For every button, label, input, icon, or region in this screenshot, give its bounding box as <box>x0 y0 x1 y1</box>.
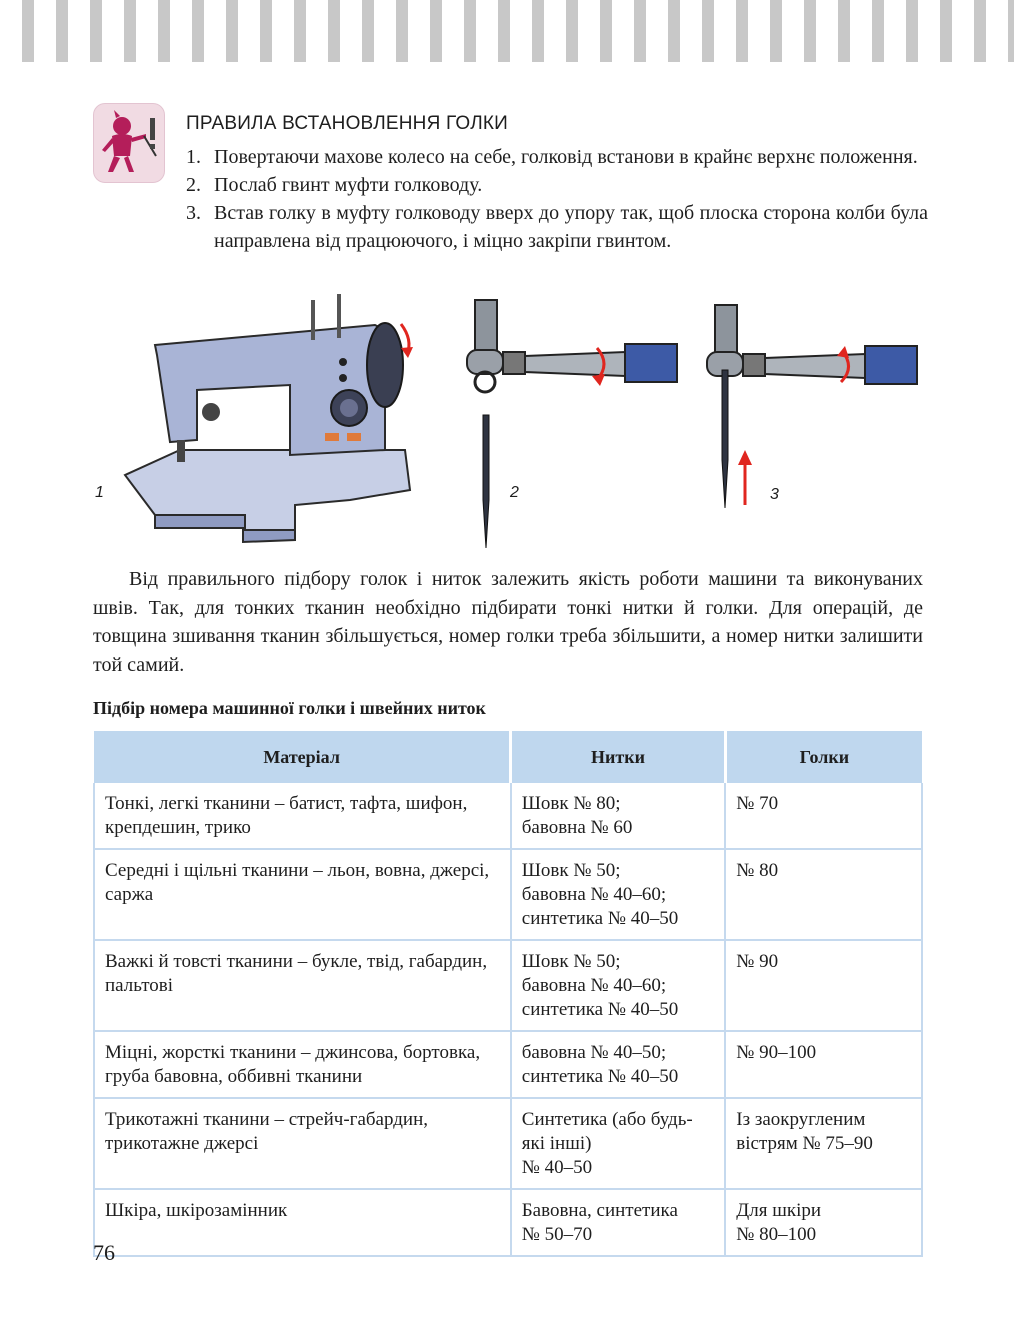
table-row <box>94 849 922 940</box>
rule-item <box>186 171 928 199</box>
table-cell: Синтетика (або будь-які інші) № 40–50 <box>511 1098 726 1189</box>
figure-label: 3 <box>770 486 779 503</box>
page-top-stripes <box>0 0 1014 62</box>
table-cell: Середні і щільні тканини – льон, вовна, джерсі, саржа <box>94 849 511 940</box>
table-body <box>94 783 922 1256</box>
table-cell: № 90–100 <box>725 1031 922 1098</box>
needle-clamp-illustration <box>467 300 677 548</box>
figure-label: 1 <box>95 484 104 501</box>
rule-text: Послаб гвинт муфти голководу. <box>214 174 483 196</box>
table-cell: № 70 <box>725 783 922 849</box>
column-header: Матеріал <box>94 731 511 783</box>
rule-item <box>186 143 928 171</box>
table-cell: Міцні, жорсткі тканини – джинсова, бортовка, груба бавовна, оббивні тканини <box>94 1031 511 1098</box>
rule-text: Встав голку в муфту голководу вверх до упору так, щоб плоска сторона колби була направлена від працюючого, і міцно закріпи гвинтом. <box>214 202 928 252</box>
rule-number: 3. <box>186 202 201 224</box>
table-cell: № 80 <box>725 849 922 940</box>
body-paragraph: Від правильного підбору голок і ниток залежить якість роботи машини та виконуваних швів. Так, для тонких тканин необхідно підбирати тонкі нитки й голки. Для операцій, де товщина зшивання тканин збільшується, номер голки треба збільшити, а номер нитки залишити той самий. <box>93 568 923 676</box>
table-cell: Шкіра, шкірозамінник <box>94 1189 511 1256</box>
rule-number: 1. <box>186 146 201 168</box>
table-cell: № 90 <box>725 940 922 1031</box>
table-cell: Важкі й товсті тканини – букле, твід, габардин, пальтові <box>94 940 511 1031</box>
table-cell: Шовк № 50; бавовна № 40–60; синтетика № 40–50 <box>511 849 726 940</box>
table-row <box>94 1031 922 1098</box>
figure-label: 2 <box>510 484 519 501</box>
rule-number: 2. <box>186 174 201 196</box>
table-row <box>94 940 922 1031</box>
table-cell: Тонкі, легкі тканини – батист, тафта, шифон, крепдешин, трико <box>94 783 511 849</box>
table-cell: Бавовна, синтетика № 50–70 <box>511 1189 726 1256</box>
table-caption: Підбір номера машинної голки і швейних ниток <box>93 698 486 718</box>
exclamation-figure-icon <box>93 103 165 183</box>
needle-inserted-illustration <box>707 305 917 508</box>
needle-thread-table <box>93 731 923 1257</box>
table-cell: бавовна № 40–50; синтетика № 40–50 <box>511 1031 726 1098</box>
page-number: 76 <box>93 1240 115 1265</box>
table-row <box>94 783 922 849</box>
table-cell: Для шкіри № 80–100 <box>725 1189 922 1256</box>
rules-title: ПРАВИЛА ВСТАНОВЛЕННЯ ГОЛКИ <box>186 113 508 134</box>
column-header: Нитки <box>511 731 726 783</box>
figures-row <box>85 290 945 560</box>
rule-item <box>186 199 928 255</box>
sewing-machine-illustration <box>125 294 413 542</box>
table-row <box>94 1098 922 1189</box>
table-cell: Із заокругленим вістрям № 75–90 <box>725 1098 922 1189</box>
table-header-row <box>94 731 922 783</box>
table-row <box>94 1189 922 1256</box>
rules-list <box>186 143 928 255</box>
figures-illustration <box>85 290 945 560</box>
rule-text: Повертаючи махове колесо на себе, голковід встанови в крайнє верхнє положення. <box>214 146 918 168</box>
table-cell: Шовк № 80; бавовна № 60 <box>511 783 726 849</box>
table-cell: Трикотажні тканини – стрейч-габардин, трикотажне джерсі <box>94 1098 511 1189</box>
table-cell: Шовк № 50; бавовна № 40–60; синтетика № 40–50 <box>511 940 726 1031</box>
column-header: Голки <box>725 731 922 783</box>
